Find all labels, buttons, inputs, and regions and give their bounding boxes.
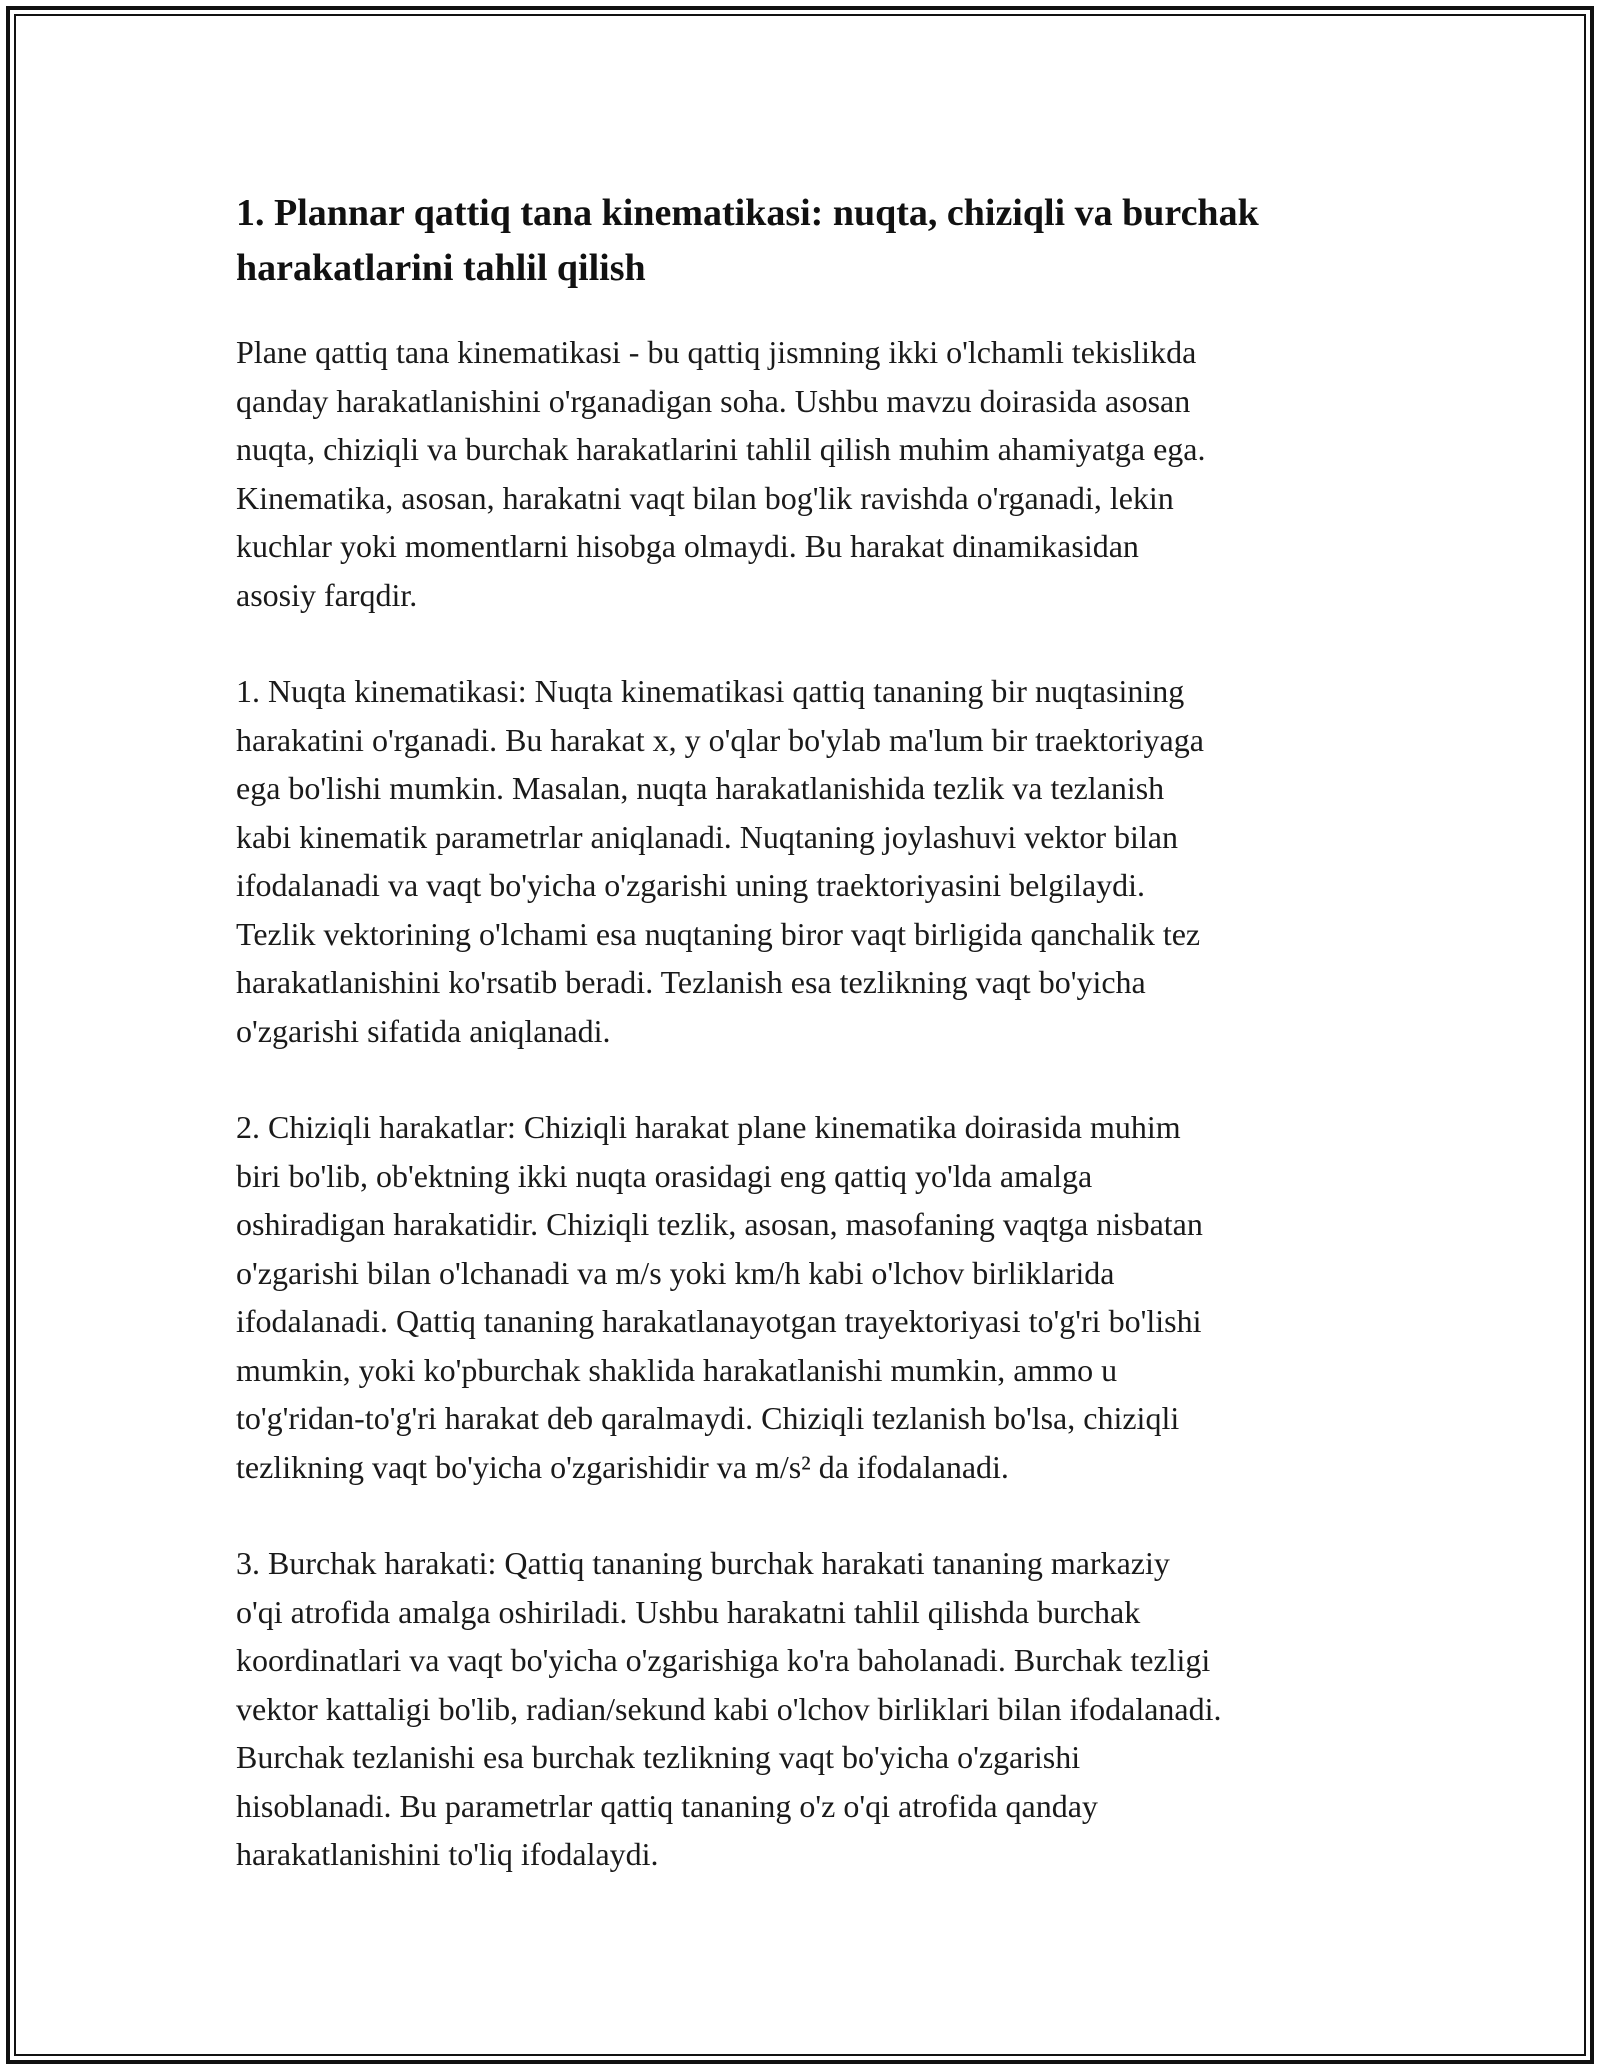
paragraph-intro: Plane qattiq tana kinematikasi - bu qattiq jismning ikki o'lchamli tekislikda qanday harakatlanishini o'rganadigan soha. Ushbu mavzu doirasida asosan nuqta, chiziqli va burchak harakatlarini tahlil qilish muhim ahamiyatga ega. Kinematika, asosan, harakatni vaqt bilan bog'lik ravishda o'rganadi, lekin kuchlar yoki momentlarni hisobga olmaydi. Bu harakat dinamikasidan asosiy farqdir. [236, 334, 1206, 613]
document-title: 1. Plannar qattiq tana kinematikasi: nuqta, chiziqli va burchak harakatlarini tahlil qilish [236, 192, 1259, 289]
document-body [236, 186, 1376, 1927]
paragraph-point-kinematics: 1. Nuqta kinematikasi: Nuqta kinematikasi qattiq tananing bir nuqtasining harakatini o'rganadi. Bu harakat x, y o'qlar bo'ylab ma'lum bir traektoriyaga ega bo'lishi mumkin. Masalan, nuqta harakatlanishida tezlik va tezlanish kabi kinematik parametrlar aniqlanadi. Nuqtaning joylashuvi vektor bilan ifodalanadi va vaqt bo'yicha o'zgarishi uning traektoriyasini belgilaydi. Tezlik vektorining o'lchami esa nuqtaning biror vaqt birligida qanchalik tez harakatlanishini ko'rsatib beradi. Tezlanish esa tezlikning vaqt bo'yicha o'zgarishi sifatida aniqlanadi. [236, 673, 1204, 1049]
paragraph-angular-motion: 3. Burchak harakati: Qattiq tananing burchak harakati tananing markaziy o'qi atrofida amalga oshiriladi. Ushbu harakatni tahlil qilishda burchak koordinatlari va vaqt bo'yicha o'zgarishiga ko'ra baholanadi. Burchak tezligi vektor kattaligi bo'lib, radian/sekund kabi o'lchov birliklari bilan ifodalanadi. Burchak tezlanishi esa burchak tezlikning vaqt bo'yicha o'zgarishi hisoblanadi. Bu parametrlar qattiq tananing o'z o'qi atrofida qanday harakatlanishini to'liq ifodalaydi. [236, 1545, 1222, 1872]
paragraph-linear-motion: 2. Chiziqli harakatlar: Chiziqli harakat plane kinematika doirasida muhim biri bo'lib, ob'ektning ikki nuqta orasidagi eng qattiq yo'lda amalga oshiradigan harakatidir. Chiziqli tezlik, asosan, masofaning vaqtga nisbatan o'zgarishi bilan o'lchanadi va m/s yoki km/h kabi o'lchov birliklarida ifodalanadi. Qattiq tananing harakatlanayotgan trayektoriyasi to'g'ri bo'lishi mumkin, yoki ko'pburchak shaklida harakatlanishi mumkin, ammo u to'g'ridan-to'g'ri harakat deb qaralmaydi. Chiziqli tezlanish bo'lsa, chiziqli tezlikning vaqt bo'yicha o'zgarishidir va m/s² da ifodalanadi. [236, 1109, 1203, 1485]
